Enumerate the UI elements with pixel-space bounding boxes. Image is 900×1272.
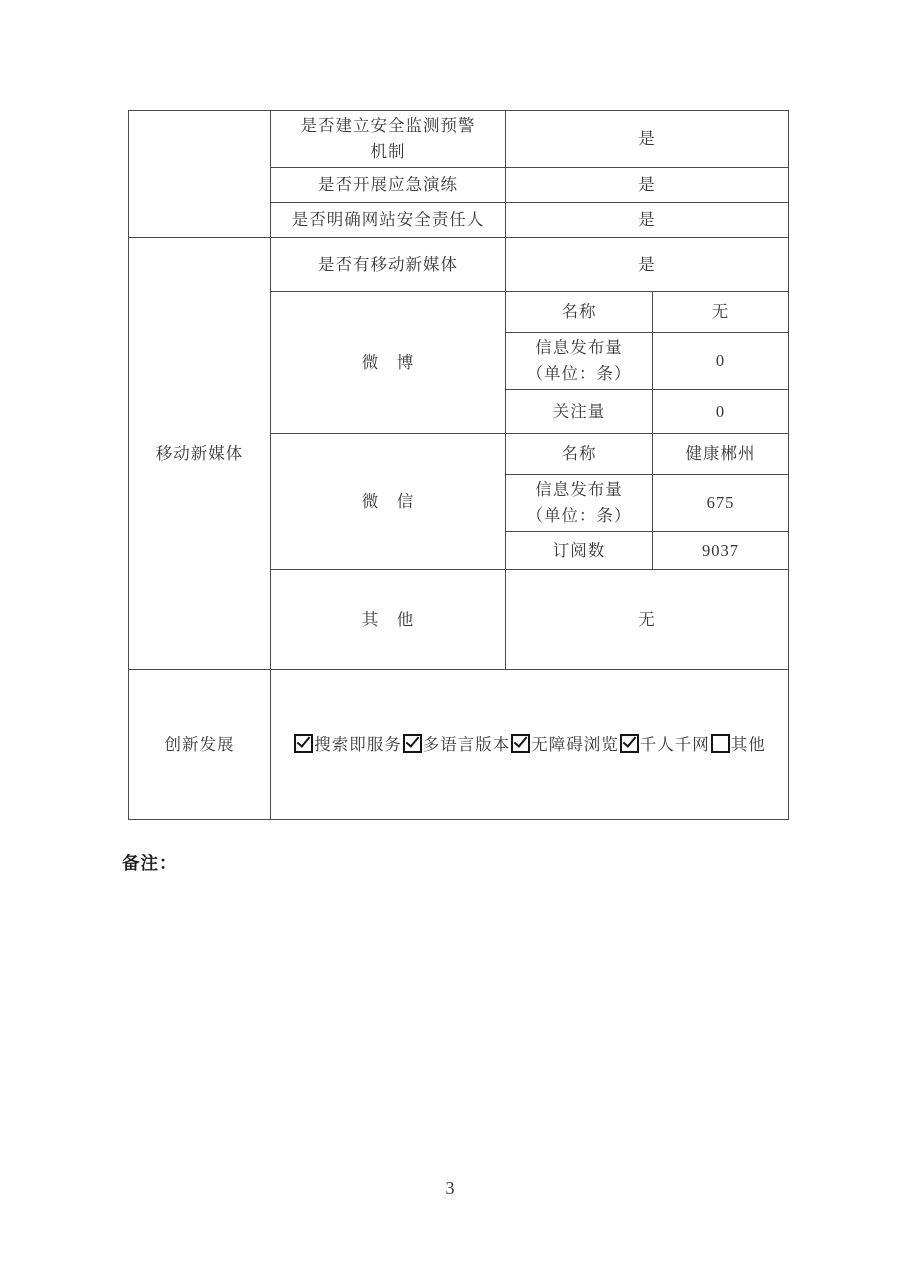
- security-officer-value-cell: 是: [506, 203, 789, 238]
- checked-checkbox-icon[interactable]: [511, 734, 530, 753]
- wechat-posts-label-cell: [506, 475, 653, 532]
- notes-label: 备注：: [122, 853, 178, 873]
- weibo-followers-label-cell: 关注量: [506, 390, 653, 434]
- wechat-label-cell: 微 信: [271, 434, 506, 570]
- innovation-option-label: 多语言版本: [422, 734, 511, 754]
- weibo-posts-value-cell: 0: [653, 333, 789, 390]
- has-mobile-label-cell: 是否有移动新媒体: [271, 238, 506, 292]
- weibo-posts-label-cell: [506, 333, 653, 390]
- category-cell-mobile-media: 移动新媒体: [129, 238, 271, 670]
- security-officer-label-cell: 是否明确网站安全责任人: [271, 203, 506, 238]
- emergency-drill-value-cell: 是: [506, 168, 789, 203]
- other-media-label-cell: 其 他: [271, 570, 506, 670]
- category-cell-empty: [129, 111, 271, 238]
- wechat-name-value-cell: 健康郴州: [653, 434, 789, 475]
- weibo-label-cell: 微 博: [271, 292, 506, 434]
- innovation-option: [293, 735, 402, 754]
- other-media-value-cell: 无: [506, 570, 789, 670]
- innovation-option-label: 千人千网: [639, 734, 710, 754]
- innovation-option: [510, 735, 619, 754]
- innovation-option-label: 其他: [730, 734, 766, 754]
- table-row: [129, 238, 789, 292]
- has-mobile-value-cell: 是: [506, 238, 789, 292]
- innovation-option-label: 搜索即服务: [314, 734, 402, 754]
- innovation-option: [619, 735, 710, 754]
- innovation-options: [271, 670, 789, 820]
- emergency-drill-label-cell: 是否开展应急演练: [271, 168, 506, 203]
- innovation-option: [402, 735, 511, 754]
- unchecked-checkbox-icon[interactable]: [711, 734, 730, 753]
- page-number: 3: [445, 1178, 455, 1198]
- table-row: [129, 111, 789, 168]
- weibo-name-label-cell: 名称: [506, 292, 653, 333]
- wechat-posts-label-line1: 信息发布量: [535, 480, 623, 499]
- report-table: [128, 110, 789, 820]
- innovation-option: [710, 735, 766, 754]
- category-cell-innovation: 创新发展: [129, 670, 271, 820]
- weibo-posts-label-line2: （单位：条）: [526, 364, 632, 383]
- security-monitor-label-cell: [271, 111, 506, 168]
- wechat-posts-label-line2: （单位：条）: [526, 506, 632, 525]
- checked-checkbox-icon[interactable]: [403, 734, 422, 753]
- weibo-posts-label-line1: 信息发布量: [535, 338, 623, 357]
- weibo-followers-value-cell: 0: [653, 390, 789, 434]
- wechat-posts-value-cell: 675: [653, 475, 789, 532]
- weibo-name-value-cell: 无: [653, 292, 789, 333]
- wechat-subscribers-value-cell: 9037: [653, 532, 789, 570]
- wechat-name-label-cell: 名称: [506, 434, 653, 475]
- checked-checkbox-icon[interactable]: [620, 734, 639, 753]
- security-monitor-label: 是否建立安全监测预警机制: [300, 116, 476, 161]
- innovation-option-label: 无障碍浏览: [531, 734, 619, 754]
- wechat-subscribers-label-cell: 订阅数: [506, 532, 653, 570]
- checked-checkbox-icon[interactable]: [294, 734, 313, 753]
- table-row: [129, 670, 789, 820]
- security-monitor-value-cell: 是: [506, 111, 789, 168]
